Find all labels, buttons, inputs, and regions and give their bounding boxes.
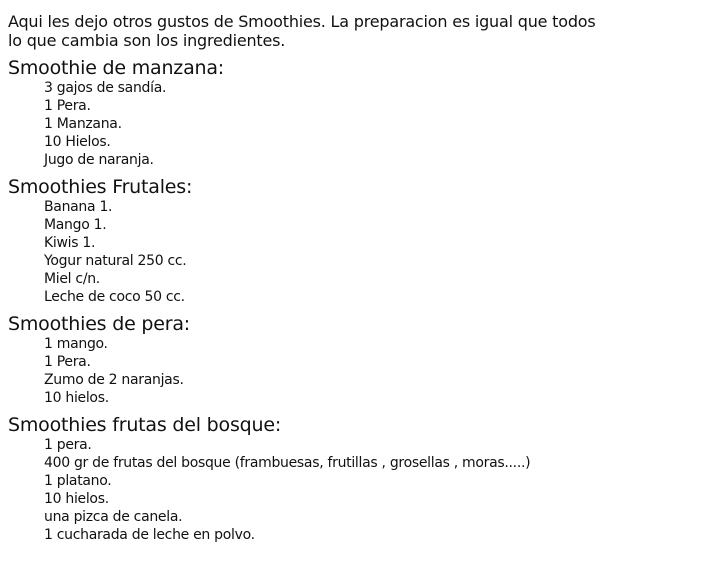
ingredient-item: 10 hielos. [44, 390, 109, 406]
ingredient-item: Miel c/n. [44, 271, 100, 287]
ingredient-item: Jugo de naranja. [44, 152, 154, 168]
ingredient-item: 1 pera. [44, 437, 92, 453]
ingredient-list [8, 79, 698, 169]
ingredient-item: Yogur natural 250 cc. [44, 253, 187, 269]
ingredient-item: Mango 1. [44, 217, 107, 233]
ingredient-item: Kiwis 1. [44, 235, 96, 251]
ingredient-item: 3 gajos de sandía. [44, 80, 167, 96]
section-title: Smoothies frutas del bosque: [8, 414, 282, 436]
section-title: Smoothies de pera: [8, 313, 191, 335]
ingredient-item: 10 Hielos. [44, 134, 111, 150]
intro-line-2: lo que cambia son los ingredientes. [8, 31, 286, 50]
ingredient-item: Leche de coco 50 cc. [44, 289, 185, 305]
ingredient-item: una pizca de canela. [44, 509, 183, 525]
recipe-section-frutales [8, 176, 698, 306]
ingredient-item: 1 platano. [44, 473, 112, 489]
recipe-section-manzana [8, 57, 698, 169]
recipe-section-frutas-del-bosque [8, 414, 698, 544]
ingredient-item: 1 cucharada de leche en polvo. [44, 527, 255, 543]
intro-line-1: Aqui les dejo otros gustos de Smoothies. La preparacion es igual que todos [8, 12, 596, 31]
ingredient-item: 1 Manzana. [44, 116, 122, 132]
section-title: Smoothie de manzana: [8, 57, 225, 79]
ingredient-item: Zumo de 2 naranjas. [44, 372, 184, 388]
ingredient-list [8, 198, 698, 306]
document-page [8, 12, 698, 551]
ingredient-item: 1 Pera. [44, 98, 91, 114]
ingredient-item: 10 hielos. [44, 491, 109, 507]
ingredient-list [8, 335, 698, 407]
intro-paragraph [8, 12, 698, 50]
ingredient-item: 1 mango. [44, 336, 108, 352]
recipe-section-pera [8, 313, 698, 407]
ingredient-item: 400 gr de frutas del bosque (frambuesas, frutillas , grosellas , moras.....) [44, 455, 531, 471]
ingredient-list [8, 436, 698, 544]
ingredient-item: Banana 1. [44, 199, 113, 215]
ingredient-item: 1 Pera. [44, 354, 91, 370]
section-title: Smoothies Frutales: [8, 176, 193, 198]
